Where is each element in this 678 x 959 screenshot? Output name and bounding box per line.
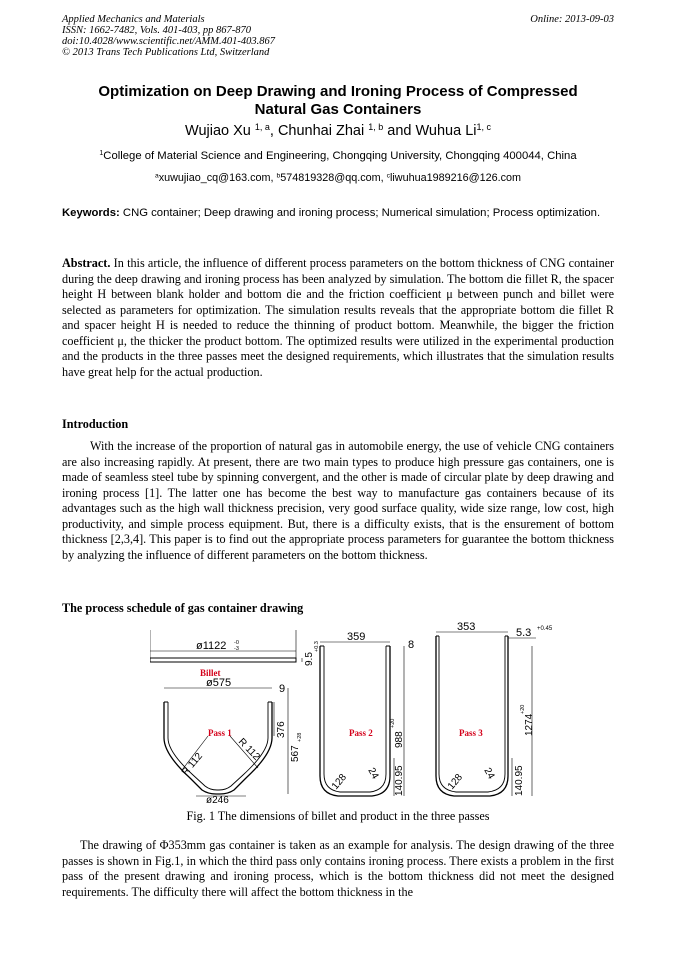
affiliation [62, 150, 614, 162]
billet-tol-bottom: -3 [234, 646, 239, 652]
billet-plate [150, 658, 296, 662]
pass3-bottom: 140.95 [514, 765, 525, 796]
pass2-label: Pass 2 [349, 728, 373, 738]
pass3-height: 1274 [524, 713, 535, 736]
pass3-height-tol: +20 [520, 704, 526, 714]
figure-1-drawing [150, 618, 618, 808]
pass1-label: Pass 1 [208, 728, 232, 738]
abstract-label: Abstract. [62, 256, 111, 270]
issn-line: ISSN: 1662-7482, Vols. 401-403, pp 867-870 [62, 25, 251, 36]
keywords-label: Keywords: [62, 207, 120, 219]
pass3-outer-profile [436, 636, 508, 796]
email-list [62, 172, 614, 184]
introduction-heading: Introduction [62, 417, 129, 431]
schedule-heading: The process schedule of gas container drawing [62, 601, 304, 615]
pass1-height-tol: +28 [297, 732, 303, 742]
pass1-radius-2: R 112 [235, 736, 262, 763]
pass3-drawing [436, 621, 553, 796]
author-3: Wuhua Li [415, 123, 477, 139]
online-date: Online: 2013-09-03 [530, 14, 614, 25]
pass1-wall: 9 [279, 683, 286, 695]
pass2-bottom: 140.95 [394, 765, 405, 796]
paper-title [62, 83, 614, 119]
affiliation-text: College of Material Science and Engineering, Chongqing University, Chongqing 400044, China [103, 150, 577, 162]
email-c[interactable]: liwuhua1989216@126.com [390, 172, 522, 184]
title-line-2: Natural Gas Containers [254, 101, 422, 118]
journal-name: Applied Mechanics and Materials [62, 14, 205, 25]
pass1-drawing [164, 677, 303, 806]
author-list: Wujiao Xu $^{1, a}$, Chunhai Zhai $^{1, b}$ and Wuhua Li$^{1, c}$ [185, 122, 491, 139]
pass2-height: 988 [394, 731, 405, 748]
pass3-thickness: 24 [481, 766, 497, 782]
author-3-sup: 1, c [476, 122, 491, 133]
figure-1 [150, 618, 618, 808]
pass1-diameter: ø575 [206, 677, 232, 689]
pass1-height-1: 376 [276, 721, 287, 738]
billet-label: Billet [200, 668, 221, 678]
pass1-base: ø246 [206, 795, 229, 806]
billet-drawing [150, 630, 320, 678]
pass2-height-tol: +20 [390, 718, 396, 728]
author-1: Wujiao Xu [185, 123, 251, 139]
billet-thickness-tol: +0.3 [314, 641, 320, 652]
pass3-wall: 5.3 [516, 627, 532, 639]
author-and: and [387, 123, 412, 139]
email-a-sup: a [154, 172, 159, 180]
pass2-radius: 128 [329, 772, 350, 792]
doi-line: doi:10.4028/www.scientific.net/AMM.401-403.867 [62, 36, 275, 47]
body-paragraph: The drawing of Φ353mm gas container is taken as an example for analysis. The design drawing of the three passes is shown in Fig.1, in which the third pass only contains ironing process. There exists a problem in the first pass of the present drawing and ironing process, which is the bottom thickness did not meet the designed requirements. The difficulty there will affect the bottom thickness in the [62, 838, 614, 899]
abstract-text: In this article, the influence of different process parameters on the bottom thickness of CNG container during the deep drawing and ironing process has been analyzed by simulation. The bottom die fillet R, the spacer height H between blank holder and bottom die and the friction coefficient μ between punch and billet were selected as parameters for optimization. The simulation results reveals that the appropriate bottom die fillet R and spacer height H is needed to reduce the thinning of product bottom. Meanwhile, the bigger the friction coefficient μ, the thicker the product bottom. The optimized results were utilized in the experimental production and the products in the three passes meet the designed requirements, which illustrates that the simulation results have great help for the actual production. [62, 256, 615, 379]
email-c-sup: c [386, 172, 390, 180]
affiliation-sup: 1 [99, 150, 104, 158]
pass3-wall-tol: +0.45 [537, 626, 553, 632]
figure-1-caption: Fig. 1 The dimensions of billet and product in the three passes [186, 809, 490, 823]
pass1-radius-1: R 112 [179, 750, 205, 778]
email-b[interactable]: 574819328@qq.com, [280, 172, 384, 184]
billet-tol-top: -0 [234, 640, 239, 646]
keywords-text: CNG container; Deep drawing and ironing process; Numerical simulation; Process optimization. [122, 207, 601, 219]
email-b-sup: b [276, 172, 281, 180]
pass1-height-2: 567 [290, 745, 301, 762]
pass2-drawing [320, 631, 414, 796]
billet-diameter: ø1122 [196, 640, 227, 652]
copyright-line: © 2013 Trans Tech Publications Ltd, Switzerland [62, 47, 270, 58]
pass3-label: Pass 3 [459, 728, 483, 738]
pass2-diameter: 359 [347, 631, 366, 643]
email-a[interactable]: xuwujiao_cq@163.com, [158, 172, 274, 184]
author-2-sup: 1, b [368, 122, 384, 133]
pass3-radius: 128 [445, 772, 466, 792]
keywords [62, 206, 614, 220]
billet-thickness: 9.5 [304, 652, 315, 666]
author-1-sup: 1, a [254, 122, 270, 133]
journal-header [62, 14, 614, 58]
abstract [62, 256, 614, 380]
pass3-inner-profile [439, 636, 505, 792]
introduction-text: With the increase of the proportion of natural gas in automobile energy, the use of vehicle CNG containers are also increasing rapidly. At present, there are two main types to produce high pressure gas containers, one is made of seamless steel tube by spinning convergent, and the other is made of circular plate by deep drawing and ironing process [1]. The latter one has become the best way to manufacture gas containers because of its advantages such as the high wall thickness precision, very good surface quality, wide size range, low cost, high productivity, and simple process equipment. But, there is a difficulty exists, that is the ensurement of bottom thickness [2,3,4]. This paper is to find out the appropriate process parameters for guarantee the bottom thickness by analyzing the influence of different parameters on the bottom thickness. [62, 439, 614, 562]
pass3-diameter: 353 [457, 621, 476, 633]
author-2: Chunhai Zhai [277, 123, 365, 139]
pass2-thickness: 24 [365, 766, 381, 782]
title-line-1: Optimization on Deep Drawing and Ironing Process of Compressed [98, 83, 578, 100]
pass2-wall: 8 [408, 639, 415, 651]
